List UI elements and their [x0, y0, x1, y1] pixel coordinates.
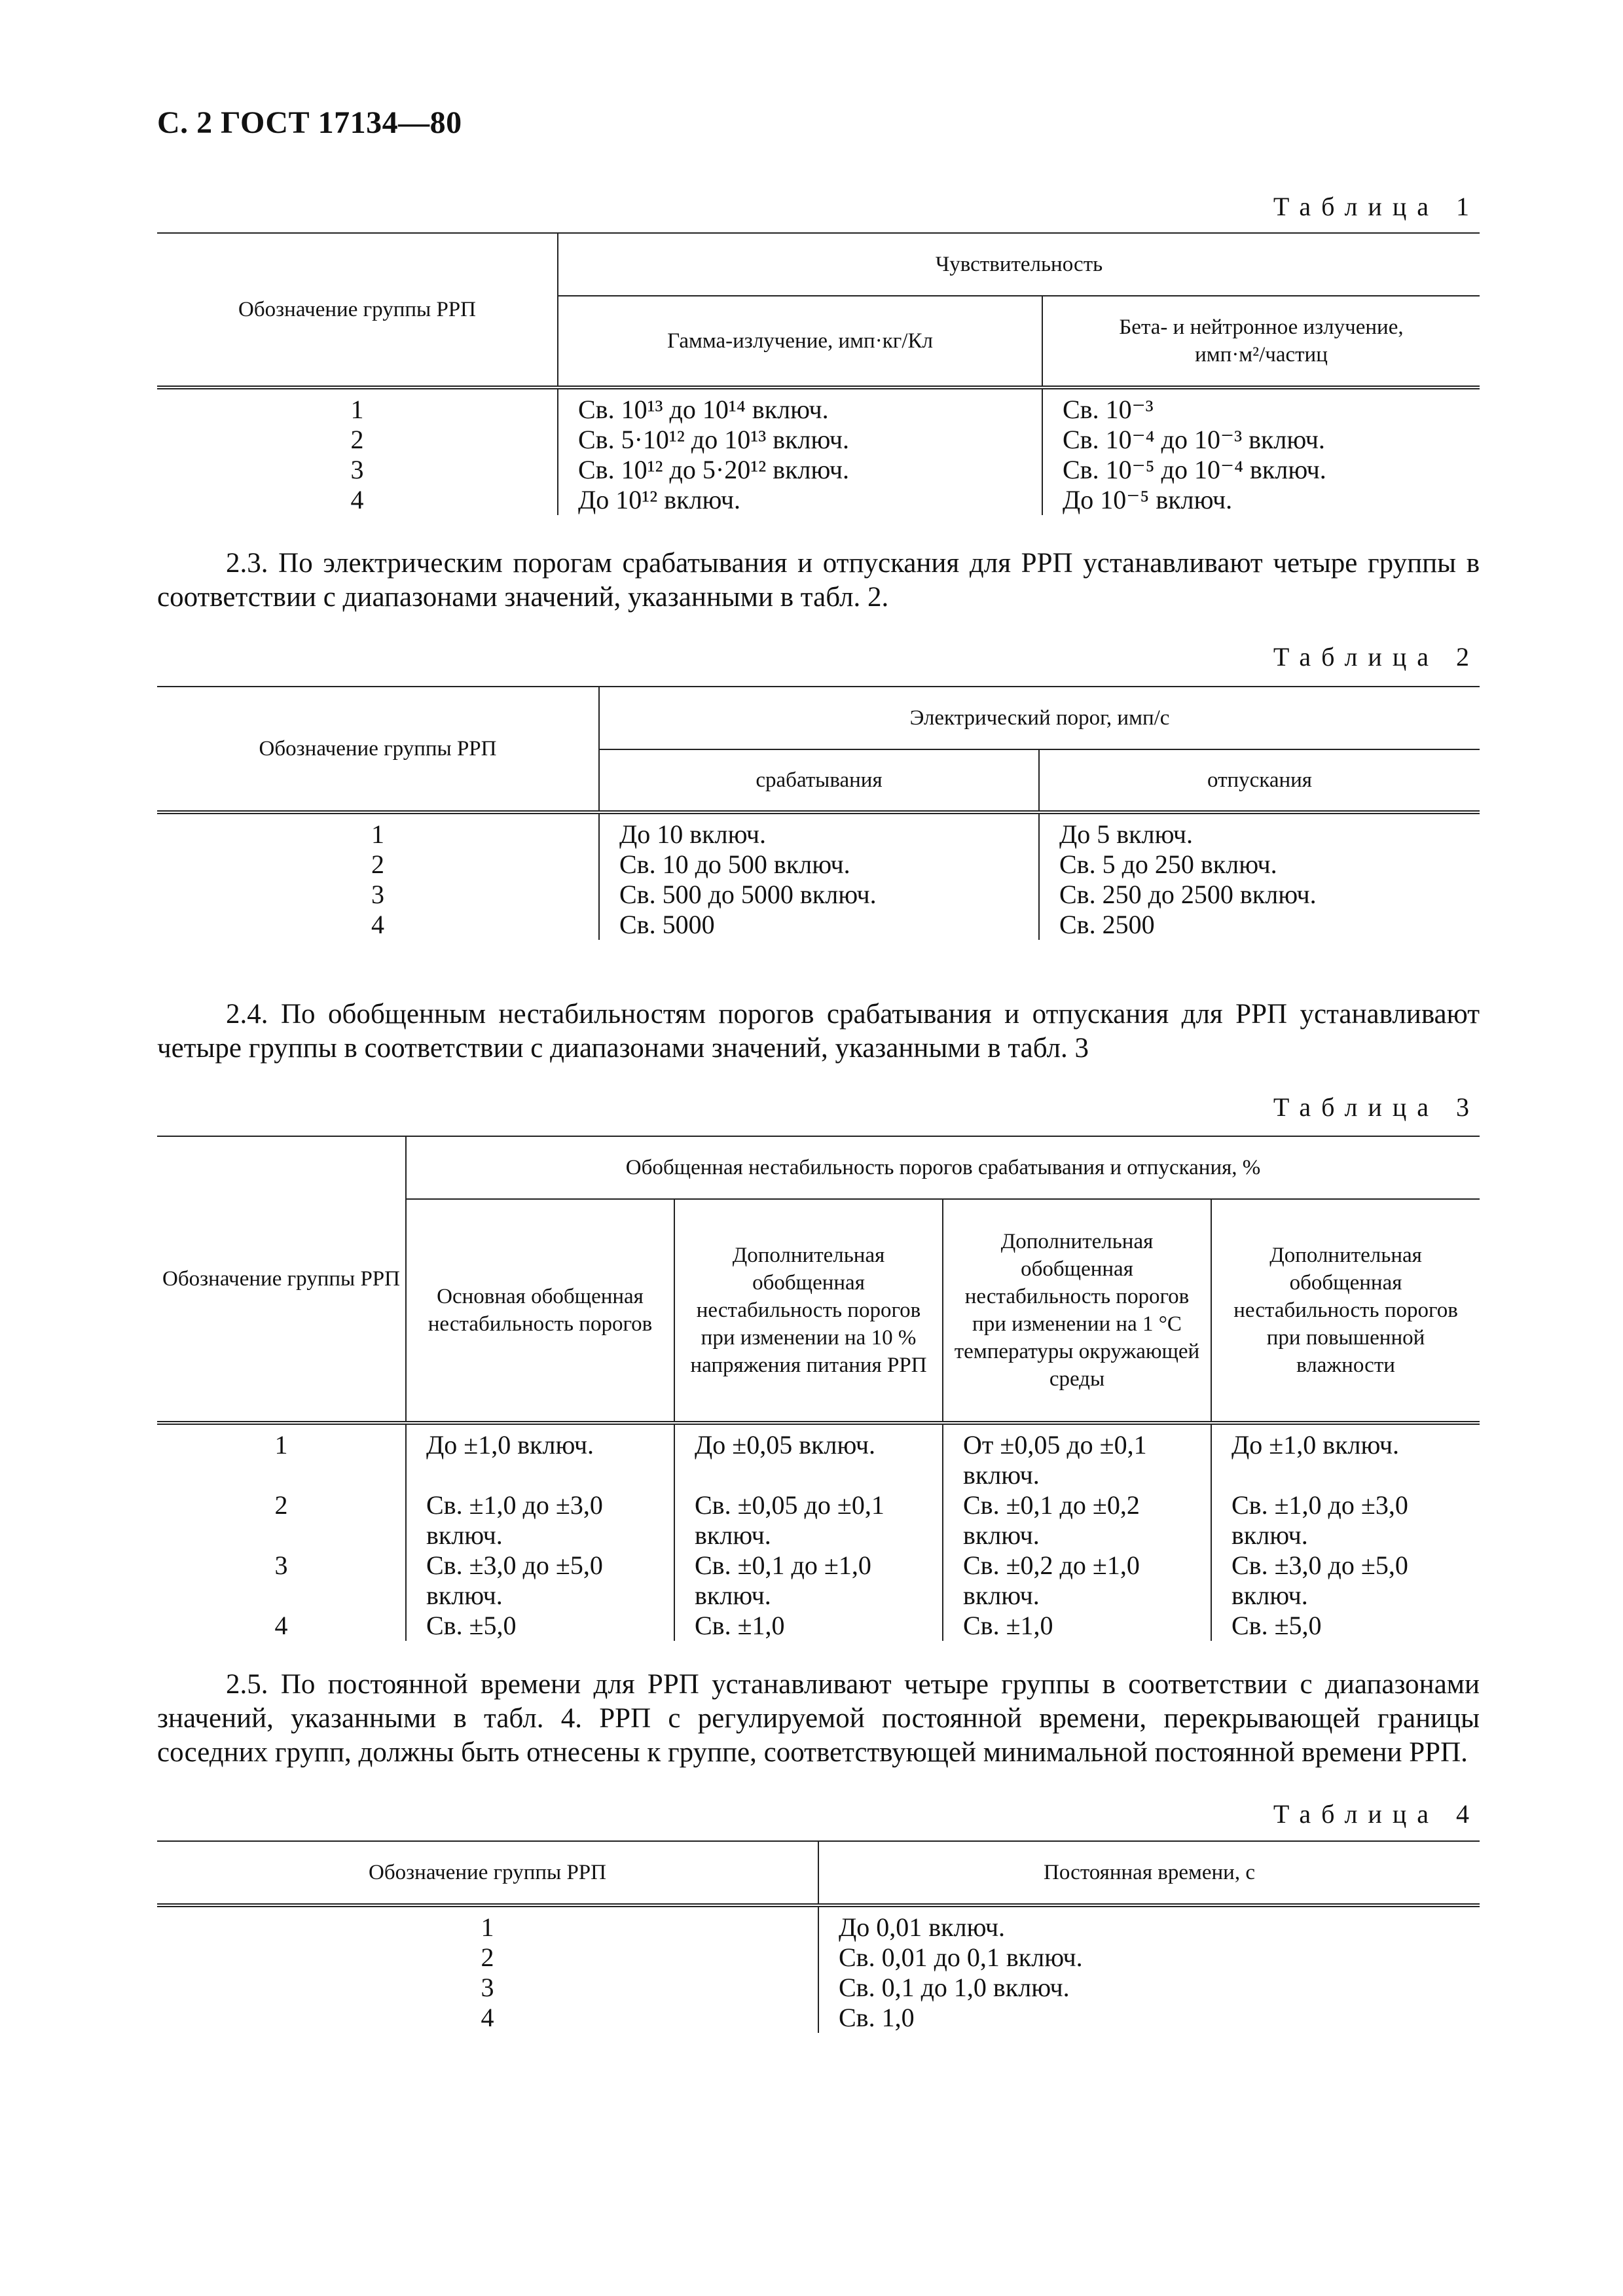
table-1-header-beta-line1: Бета- и нейтронное излучение,: [1119, 315, 1404, 339]
table-2-release-cell: До 5 включ.: [1039, 812, 1480, 850]
table-2-group-cell: 2: [371, 850, 384, 879]
page-header: С. 2 ГОСТ 17134—80: [157, 105, 462, 140]
table-3-temperature-cell: Св. ±0,2 до ±1,0 включ.: [943, 1551, 1211, 1611]
table-row: [157, 1905, 1480, 1943]
table-1-header-gamma: Гамма-излучение, имп·кг/Кл: [558, 296, 1042, 387]
table-2-group-cell: 3: [371, 880, 384, 909]
table-3-humidity-cell: Св. ±3,0 до ±5,0 включ.: [1211, 1551, 1480, 1611]
paragraph-2-5: 2.5. По постоянной времени для РРП устанавливают четыре группы в соответствии с диапазонами значений, указанными в табл. 4. РРП с регулируемой постоянной времени, перекрывающей границы соседних групп, должны быть отнесены к группе, соответствующей минимальной постоянной времени РРП.: [157, 1669, 1480, 1768]
table-3-basic-cell: Св. ±1,0 до ±3,0 включ.: [406, 1490, 674, 1551]
table-2-group-cell: 1: [371, 819, 384, 849]
table-1-beta-cell: Св. 10⁻⁴ до 10⁻³ включ.: [1042, 425, 1480, 455]
table-row: [157, 812, 1480, 850]
table-3-humidity-cell: Св. ±1,0 до ±3,0 включ.: [1211, 1490, 1480, 1551]
table-3-caption: Таблица 3: [1273, 1092, 1480, 1122]
table-1-gamma-cell: Св. 10¹³ до 10¹⁴ включ.: [558, 387, 1042, 425]
table-1-header-sensitivity: Чувствительность: [558, 233, 1480, 296]
table-3-basic-cell: Св. ±5,0: [406, 1611, 674, 1641]
table-row: [157, 1490, 1480, 1551]
table-3-header-instability: Обобщенная нестабильность порогов срабатывания и отпускания, %: [406, 1136, 1480, 1199]
table-2-group-cell: 4: [371, 910, 384, 939]
table-4-header-group: Обозначение группы РРП: [157, 1841, 818, 1905]
table-4-time-cell: Св. 0,01 до 0,1 включ.: [818, 1943, 1480, 1973]
table-1-beta-cell: Св. 10⁻³: [1042, 387, 1480, 425]
table-4-time-cell: Св. 1,0: [818, 2003, 1480, 2033]
table-3-header-temperature: Дополнительная обобщенная нестабильность порогов при изменении на 1 °С температуры окружающей среды: [943, 1199, 1211, 1423]
table-3-humidity-cell: До ±1,0 включ.: [1211, 1423, 1480, 1490]
table-1-header-beta: [1042, 296, 1480, 387]
table-row: [157, 1611, 1480, 1641]
table-3: [157, 1136, 1480, 1641]
table-3-temperature-cell: Св. ±1,0: [943, 1611, 1211, 1641]
table-2-trigger-cell: Св. 5000: [599, 910, 1039, 940]
table-2-caption: Таблица 2: [1273, 642, 1480, 672]
table-1-beta-cell: До 10⁻⁵ включ.: [1042, 485, 1480, 515]
table-3-voltage-cell: Св. ±0,1 до ±1,0 включ.: [674, 1551, 943, 1611]
table-3-temperature-cell: Св. ±0,1 до ±0,2 включ.: [943, 1490, 1211, 1551]
table-3-header-voltage: Дополнительная обобщенная нестабильность порогов при изменении на 10 % напряжения питания РРП: [674, 1199, 943, 1423]
table-3-group-cell: 1: [274, 1430, 288, 1460]
table-4-time-cell: До 0,01 включ.: [818, 1905, 1480, 1943]
table-3-group-cell: 2: [274, 1490, 288, 1520]
table-3-header-basic: Основная обобщенная нестабильность порогов: [406, 1199, 674, 1423]
table-2-trigger-cell: Св. 10 до 500 включ.: [599, 850, 1039, 880]
table-1: [157, 232, 1480, 515]
table-3-voltage-cell: Св. ±0,05 до ±0,1 включ.: [674, 1490, 943, 1551]
table-row: [157, 1943, 1480, 1973]
table-1-group-cell: 4: [350, 485, 364, 514]
table-row: [157, 1423, 1480, 1490]
table-3-humidity-cell: Св. ±5,0: [1211, 1611, 1480, 1641]
table-row: [157, 1973, 1480, 2003]
table-3-group-cell: 4: [274, 1611, 288, 1640]
table-4-group-cell: 1: [481, 1912, 494, 1942]
table-2-release-cell: Св. 250 до 2500 включ.: [1039, 880, 1480, 910]
table-1-group-cell: 2: [350, 425, 364, 454]
table-1-gamma-cell: Св. 10¹² до 5·20¹² включ.: [558, 455, 1042, 485]
table-2-header-threshold: Электрический порог, имп/с: [599, 687, 1480, 749]
table-row: [157, 910, 1480, 940]
table-row: [157, 485, 1480, 515]
table-4-group-cell: 4: [481, 2003, 494, 2032]
table-row: [157, 387, 1480, 425]
table-3-group-cell: 3: [274, 1551, 288, 1580]
table-2-header-release: отпускания: [1039, 749, 1480, 812]
table-row: [157, 1551, 1480, 1611]
table-2: [157, 686, 1480, 940]
table-4: [157, 1840, 1480, 2033]
table-2-release-cell: Св. 5 до 250 включ.: [1039, 850, 1480, 880]
table-row: [157, 425, 1480, 455]
table-1-group-cell: 1: [350, 395, 364, 424]
table-3-voltage-cell: Св. ±1,0: [674, 1611, 943, 1641]
table-3-temperature-cell: От ±0,05 до ±0,1 включ.: [943, 1423, 1211, 1490]
table-row: [157, 880, 1480, 910]
table-row: [157, 455, 1480, 485]
table-1-header-group: Обозначение группы РРП: [157, 233, 558, 387]
table-4-group-cell: 3: [481, 1973, 494, 2002]
table-2-header-trigger: срабатывания: [599, 749, 1039, 812]
table-1-caption: Таблица 1: [1273, 192, 1480, 221]
table-4-caption: Таблица 4: [1273, 1799, 1480, 1829]
table-1-group-cell: 3: [350, 455, 364, 484]
table-4-group-cell: 2: [481, 1943, 494, 1972]
table-3-header-humidity: Дополнительная обобщенная нестабильность порогов при повышенной влажности: [1211, 1199, 1480, 1423]
table-4-time-cell: Св. 0,1 до 1,0 включ.: [818, 1973, 1480, 2003]
table-2-trigger-cell: Св. 500 до 5000 включ.: [599, 880, 1039, 910]
table-2-trigger-cell: До 10 включ.: [599, 812, 1039, 850]
table-3-basic-cell: До ±1,0 включ.: [406, 1423, 674, 1490]
table-4-header-time: Постоянная времени, с: [818, 1841, 1480, 1905]
table-3-basic-cell: Св. ±3,0 до ±5,0 включ.: [406, 1551, 674, 1611]
table-row: [157, 850, 1480, 880]
paragraph-2-4: 2.4. По обобщенным нестабильностям порогов срабатывания и отпускания для РРП устанавливают четыре группы в соответствии с диапазонами значений, указанными в табл. 3: [157, 999, 1480, 1064]
table-3-voltage-cell: До ±0,05 включ.: [674, 1423, 943, 1490]
table-2-header-group: Обозначение группы РРП: [157, 687, 599, 812]
paragraph-2-3: 2.3. По электрическим порогам срабатывания и отпускания для РРП устанавливают четыре группы в соответствии с диапазонами значений, указанными в табл. 2.: [157, 548, 1480, 613]
table-1-gamma-cell: Св. 5·10¹² до 10¹³ включ.: [558, 425, 1042, 455]
table-1-gamma-cell: До 10¹² включ.: [558, 485, 1042, 515]
table-2-release-cell: Св. 2500: [1039, 910, 1480, 940]
table-1-header-beta-line2: имп·м²/частиц: [1195, 343, 1328, 367]
table-3-header-group: Обозначение группы РРП: [157, 1136, 406, 1423]
table-1-beta-cell: Св. 10⁻⁵ до 10⁻⁴ включ.: [1042, 455, 1480, 485]
table-row: [157, 2003, 1480, 2033]
